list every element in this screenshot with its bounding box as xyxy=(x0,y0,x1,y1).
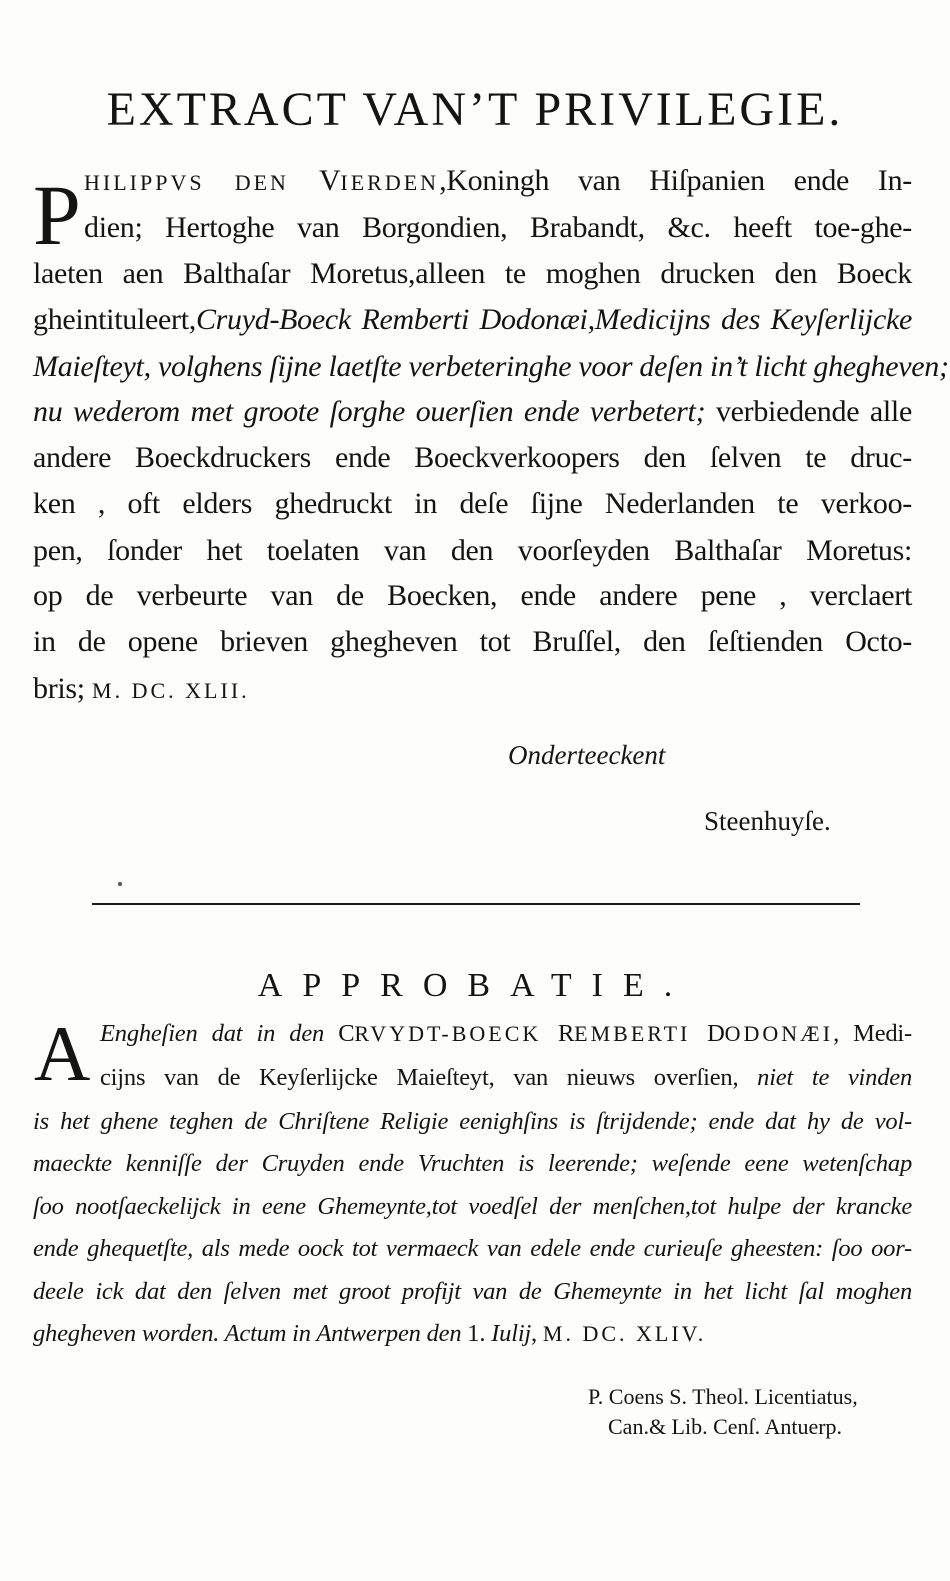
privilege-line xyxy=(33,487,912,521)
approbation-text-run: is het ghene teghen de Chriſtene Religie eenighſins is ſtrijdende; xyxy=(33,1108,698,1135)
privilege-text-run: in de opene brieven ghegheven tot Bruſſel, den ſeſtienden Octo- xyxy=(33,625,912,658)
approbation-line xyxy=(100,1020,912,1048)
approbation-text-run: M. DC. XLIV. xyxy=(542,1321,707,1346)
approbation-line xyxy=(33,1320,706,1348)
privilege-drop-cap: P xyxy=(33,167,81,263)
privilege-text-run: Maieſteyt, volghens ſijne laetſte verbeteringhe voor deſen in’t licht ghegheven; xyxy=(33,350,949,383)
privilege-text-run: HILIPPVS DEN xyxy=(84,170,320,195)
privilege-text-run: laeten aen Balthaſar Moretus,alleen te moghen drucken den Boeck xyxy=(33,257,912,290)
section-divider xyxy=(92,903,860,905)
privilege-line xyxy=(33,579,912,613)
privilege-text-run: ,Koningh van Hiſpanien ende In- xyxy=(439,164,912,197)
approbation-text-run: niet te vinden xyxy=(757,1064,912,1091)
privilege-text-run: op de verbeurte van de Boecken, ende andere pene , verclaert xyxy=(33,579,912,612)
approbation-text-run: , xyxy=(531,1320,543,1347)
privilege-text-run: verbiedende alle xyxy=(705,395,912,428)
approbation-text-run: 1. xyxy=(467,1320,492,1347)
privilege-text-run: IERDEN xyxy=(340,170,440,195)
privilege-line xyxy=(33,257,912,291)
privilege-text-run: gheintituleert, xyxy=(33,303,196,336)
privilege-line xyxy=(33,395,912,429)
privilege-text-run: nu wederom met groote ſorghe ouerſien ende verbetert; xyxy=(33,395,706,428)
signer-name: Steenhuyſe. xyxy=(704,806,831,836)
ink-speck xyxy=(118,882,122,886)
privilege-line xyxy=(33,534,912,568)
privilege-line xyxy=(33,625,912,659)
approbation-text-run: maeckte kenniſſe der Cruyden ende Vruchten is leerende; weſende eene wetenſchap xyxy=(33,1150,912,1177)
approbation-text-run: deele ick dat den ſelven met groot profijt van de Ghemeynte in het licht ſal moghen xyxy=(33,1278,912,1305)
approbation-line xyxy=(100,1064,912,1092)
privilege-text-run: andere Boeckdruckers ende Boeckverkoopers den ſelven te druc- xyxy=(33,441,912,474)
privilege-line xyxy=(84,164,912,198)
privilege-line xyxy=(33,303,912,337)
privilege-line xyxy=(84,211,912,245)
signed-label: Onderteeckent xyxy=(508,740,666,770)
censor-line-2: Can.& Lib. Cenſ. Antuerp. xyxy=(608,1414,843,1439)
privilege-text-run: Cruyd-Boeck Remberti Dodonæi,Medicijns des Keyſerlijcke xyxy=(195,303,912,336)
approbation-text-run: Iulij xyxy=(491,1320,532,1347)
approbation-text-run: , Medi- xyxy=(833,1020,913,1047)
approbation-text-run: ſoo nootſaeckelijck in eene Ghemeynte,tot voedſel der menſchen,tot hulpe der krancke xyxy=(33,1193,912,1220)
approbation-line xyxy=(33,1150,912,1178)
approbation-text-run: ODONÆI xyxy=(724,1021,834,1046)
approbation-text-run: RVYDT-BOECK xyxy=(354,1021,558,1046)
approbation-text-run: EMBERTI xyxy=(574,1021,708,1046)
approbation-text-run: C xyxy=(338,1020,355,1047)
privilege-text-run: bris; xyxy=(33,672,93,705)
approbation-text-run: D xyxy=(707,1020,725,1047)
approbation-line xyxy=(33,1278,912,1306)
approbation-drop-cap: A xyxy=(34,1010,91,1097)
approbation-text-run: ende dat hy de vol- xyxy=(697,1108,912,1135)
approbation-text-run: ghegheven worden. Actum in Antwerpen den xyxy=(33,1320,468,1347)
privilege-text-run: pen, ſonder het toelaten van den voorſeyden Balthaſar Moretus: xyxy=(33,534,912,567)
approbation-line xyxy=(33,1235,912,1263)
privilege-title: EXTRACT VAN’T PRIVILEGIE. xyxy=(106,83,844,136)
privilege-line xyxy=(33,441,912,475)
approbation-text-run: cijns van de Keyſerlijcke Maieſteyt, van nieuws overſien, xyxy=(100,1064,758,1091)
privilege-text-run: M. DC. XLII. xyxy=(92,678,250,703)
approbation-line xyxy=(33,1193,912,1221)
approbation-text-run: R xyxy=(558,1020,575,1047)
approbation-line xyxy=(33,1108,912,1136)
privilege-line xyxy=(33,350,949,384)
privilege-text-run: dien; Hertoghe van Borgondien, Brabandt, &c. heeft toe-ghe- xyxy=(84,211,912,244)
privilege-text-run: ken , oft elders ghedruckt in deſe ſijne Nederlanden te verkoo- xyxy=(33,487,912,520)
privilege-text-run: V xyxy=(319,164,341,197)
approbation-text-run: Engheſien dat in den xyxy=(100,1020,339,1047)
censor-line-1: P. Coens S. Theol. Licentiatus, xyxy=(588,1384,858,1409)
privilege-line xyxy=(33,672,250,706)
approbation-text-run: ende ghequetſte, als mede oock tot vermaeck van edele ende curieuſe gheesten: ſoo oor- xyxy=(33,1235,912,1262)
approbation-title: APPROBATIE. xyxy=(257,967,693,1004)
